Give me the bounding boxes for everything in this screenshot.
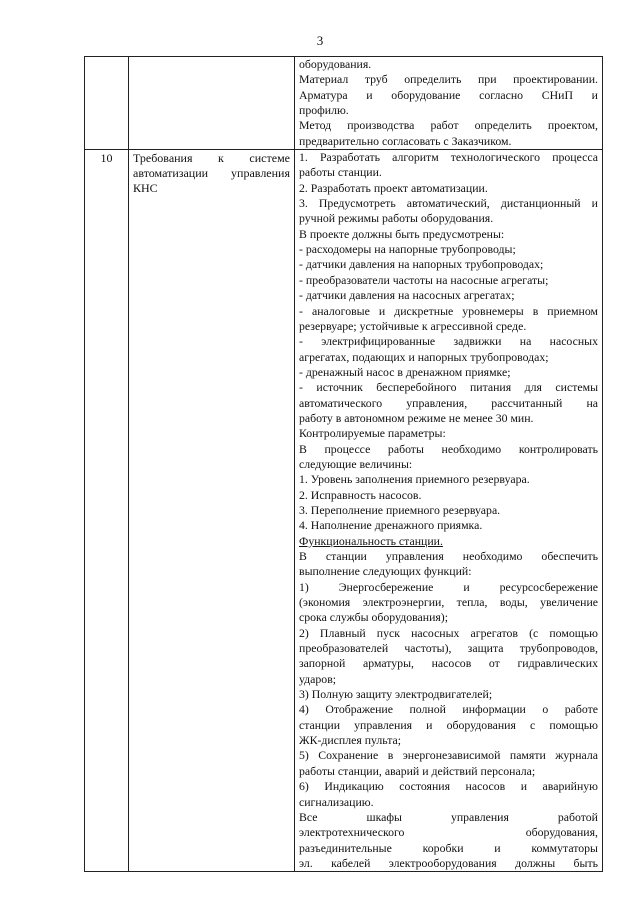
content-line: эл. кабелей электрооборудования должны быть: [299, 855, 598, 870]
content-line: 3. Переполнение приемного резервуара.: [299, 502, 501, 517]
content-line: 2. Разработать проект автоматизации.: [299, 180, 488, 195]
requirements-table: [84, 56, 603, 872]
content-line: электротехнического оборудования,: [299, 825, 598, 840]
content-line: профилю.: [299, 103, 349, 118]
content-line: резервуаре; устойчивые к агрессивной среде.: [299, 318, 527, 333]
content-line: - преобразователи частоты на насосные агрегаты;: [299, 272, 549, 287]
row-content-cell: [295, 57, 603, 150]
content-line: 3. Предусмотреть автоматический, дистанционный и: [299, 196, 598, 211]
content-line: выполнение следующих функций:: [299, 564, 472, 579]
content-line: ЖК-дисплея пульта;: [299, 733, 402, 748]
row-number: 10: [100, 151, 113, 166]
content-line: 1) Энергосбережение и ресурсосбережение: [299, 579, 598, 594]
content-line: ручной режимы работы оборудования.: [299, 211, 494, 226]
content-line: срока службы оборудования);: [299, 610, 449, 625]
content-line: 4) Отображение полной информации о работе: [299, 702, 598, 717]
content-line: станции управления и оборудования с помощью: [299, 717, 598, 732]
content-line: предварительно согласовать с Заказчиком.: [299, 133, 512, 148]
content-line: автоматического управления, рассчитанный на: [299, 395, 598, 410]
content-line: сигнализацию.: [299, 794, 374, 809]
content-line: разъединительные коробки и коммутаторы: [299, 840, 598, 855]
row-name: Требования к системе автоматизации управления КНС: [133, 151, 290, 196]
content-line: В проекте должны быть предусмотрены:: [299, 226, 505, 241]
content-line: 5) Сохранение в энергонезависимой памяти журнала: [299, 748, 598, 763]
content-line: - аналоговые и дискретные уровнемеры в приемном: [299, 303, 598, 318]
content-line: Арматура и оборудование согласно СНиП и: [299, 87, 598, 102]
content-line: 2) Плавный пуск насосных агрегатов (с помощью: [299, 625, 598, 640]
content-line: 3) Полную защиту электродвигателей;: [299, 687, 493, 702]
content-line: 4. Наполнение дренажного приямка.: [299, 518, 483, 533]
content-line: Метод производства работ определить проектом,: [299, 118, 598, 133]
content-line: - электрифицированные задвижки на насосных: [299, 334, 598, 349]
page-number: 3: [316, 33, 324, 48]
content-line: - датчики давления на напорных трубопроводах;: [299, 257, 544, 272]
row-number-cell: [85, 57, 129, 150]
content-line: 6) Индикацию состояния насосов и аварийную: [299, 779, 598, 794]
row-content: [299, 57, 598, 149]
content-line: Материал труб определить при проектировании.: [299, 72, 598, 87]
content-line: работы станции, аварий и действий персонала;: [299, 763, 536, 778]
content-line: оборудования.: [299, 57, 372, 71]
content-line: Все шкафы управления работой: [299, 809, 598, 824]
row-content: [299, 150, 598, 871]
table-row: [85, 57, 603, 150]
content-line: работу в автономном режиме не менее 30 мин.: [299, 410, 534, 425]
content-line: Контролируемые параметры:: [299, 426, 446, 441]
row-number: [89, 57, 124, 58]
row-name: [133, 57, 290, 58]
content-line: - расходомеры на напорные трубопроводы;: [299, 242, 516, 257]
content-line: Функциональность станции.: [299, 533, 443, 548]
row-name-cell: [129, 150, 295, 872]
content-line: агрегатах, подающих и напорных трубопроводах;: [299, 349, 549, 364]
content-line: - дренажный насос в дренажном приямке;: [299, 364, 511, 379]
content-line: 1. Разработать алгоритм технологического процесса: [299, 150, 598, 165]
content-line: следующие величины:: [299, 456, 413, 471]
row-content-cell: [295, 150, 603, 872]
content-line: работы станции.: [299, 165, 382, 180]
content-line: ударов;: [299, 671, 337, 686]
table-row: [85, 150, 603, 872]
row-name-cell: [129, 57, 295, 150]
content-line: (экономия электроэнергии, тепла, воды, увеличение: [299, 595, 598, 610]
content-line: - источник бесперебойного питания для системы: [299, 380, 598, 395]
content-line: 1. Уровень заполнения приемного резервуара.: [299, 472, 530, 487]
content-line: запорной арматуры, насосов от гидравлических: [299, 656, 598, 671]
content-line: - датчики давления на насосных агрегатах;: [299, 288, 515, 303]
content-line: В станции управления необходимо обеспечить: [299, 549, 598, 563]
content-line: 2. Исправность насосов.: [299, 487, 422, 502]
row-number-cell: [85, 150, 129, 872]
content-line: В процессе работы необходимо контролировать: [299, 441, 598, 456]
content-line: преобразователей частоты), защита трубопроводов,: [299, 641, 598, 656]
